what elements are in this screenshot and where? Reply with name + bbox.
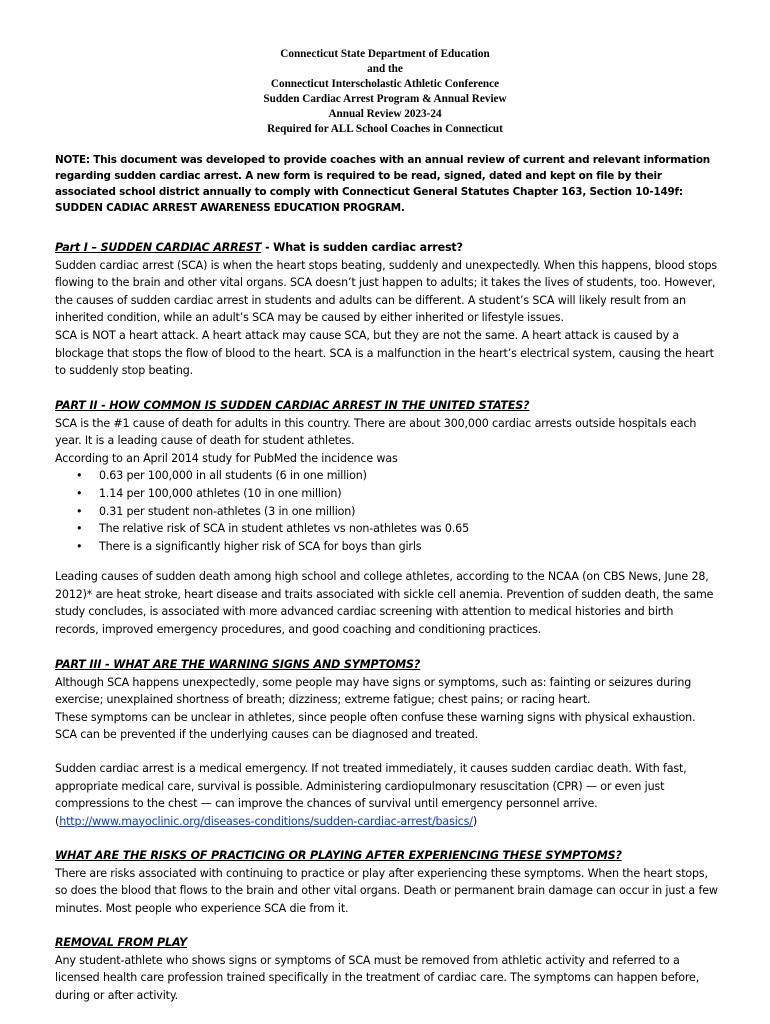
header-line-3: Connecticut Interscholastic Athletic Conference <box>270 78 500 91</box>
part1-heading-suffix: - What is sudden cardiac arrest? <box>261 241 463 254</box>
part3-section <box>55 656 720 744</box>
mayoclinic-link[interactable]: http://www.mayoclinic.org/diseases-conditions/sudden-cardiac-arrest/basics/ <box>59 814 473 828</box>
list-item: • 0.63 per 100,000 in all students (6 in one million) <box>99 467 720 485</box>
part3-heading: PART III - WHAT ARE THE WARNING SIGNS AND SYMPTOMS? <box>55 658 421 671</box>
part3-paragraph-1: Although SCA happens unexpectedly, some people may have signs or symptoms, such as: fainting or seizures during exercise; unexplained shortness of breath; dizziness; extreme fatigue; chest pains; or racing heart. <box>55 675 692 707</box>
incidence-list <box>55 467 720 555</box>
part1-heading-line <box>55 239 720 257</box>
risks-heading: WHAT ARE THE RISKS OF PRACTICING OR PLAYING AFTER EXPERIENCING THESE SYMPTOMS? <box>55 849 622 862</box>
list-item: • 0.31 per student non-athletes (3 in one million) <box>99 503 720 521</box>
source-link-line <box>55 813 720 831</box>
part3-paragraph-2: These symptoms can be unclear in athletes, since people often confuse these warning signs with physical exhaustion. SCA can be prevented if the underlying causes can be diagnosed and treated. <box>55 710 696 742</box>
part1-paragraph-1: Sudden cardiac arrest (SCA) is when the heart stops beating, suddenly and unexpectedly. When this happens, blood stops flowing to the brain and other vital organs. SCA doesn’t just happen to adults; it takes the lives of students, too. However, the causes of sudden cardiac arrest in students and adults can be different. A student’s SCA will likely result from an inherited condition, while an adult’s SCA may be caused by either inherited or lifestyle issues. <box>55 258 718 325</box>
part1-heading: Part I – SUDDEN CARDIAC ARREST <box>55 241 262 254</box>
header-line-2: and the <box>367 63 403 76</box>
header-line-6: Required for ALL School Coaches in Connecticut <box>267 123 503 136</box>
removal-paragraph: Any student-athlete who shows signs or symptoms of SCA must be removed from athletic activity and referred to a licensed health care profession trained specifically in the treatment of cardiac care. The symptoms can happen before, during or after activity. <box>55 953 700 1002</box>
risks-paragraph: There are risks associated with continuing to practice or play after experiencing these symptoms. When the heart stops, so does the blood that flows to the brain and other vital organs. Death or permanent brain damage can occur in just a few minutes. Most people who experience SCA die from it. <box>55 866 718 915</box>
document-header <box>0 47 770 138</box>
header-line-5: Annual Review 2023-24 <box>328 108 442 121</box>
emergency-paragraph: Sudden cardiac arrest is a medical emergency. If not treated immediately, it causes sudden cardiac death. With fast, appropriate medical care, survival is possible. Administering cardiopulmonary resuscitation (CPR) — or even just compressions to the chest — can improve the chances of survival until emergency personnel arrive. <box>55 762 687 811</box>
leading-causes-paragraph: Leading causes of sudden death among high school and college athletes, according to the NCAA (on CBS News, June 28, 2012)* are heat stroke, heart disease and traits associated with sickle cell anemia. Prevention of sudden death, the same study concludes, is associated with more advanced cardiac screening with attention to medical histories and birth records, improved emergency procedures, and good coaching and conditioning practices. <box>55 570 714 636</box>
removal-section <box>55 934 720 1004</box>
part2-paragraph-2: According to an April 2014 study for PubMed the incidence was <box>55 451 398 465</box>
link-close-paren: ) <box>472 814 477 828</box>
list-item: • There is a significantly higher risk of SCA for boys than girls <box>99 538 720 556</box>
note-paragraph: NOTE: This document was developed to provide coaches with an annual review of current and relevant information regarding sudden cardiac arrest. A new form is required to be read, signed, dated and kept on file by their associated school district annually to comply with Connecticut General Statutes Chapter 163, Section 10-149f: SUDDEN CADIAC ARREST AWARENESS EDUCATION PROGRAM. <box>55 154 710 214</box>
risks-section <box>55 847 720 917</box>
part2-heading: PART II - HOW COMMON IS SUDDEN CARDIAC ARREST IN THE UNITED STATES? <box>55 399 530 412</box>
removal-heading: REMOVAL FROM PLAY <box>55 936 187 949</box>
part2-section <box>55 397 720 555</box>
part1-section <box>55 239 720 380</box>
emergency-section <box>55 760 720 830</box>
part1-paragraph-2: SCA is NOT a heart attack. A heart attack may cause SCA, but they are not the same. A heart attack is caused by a blockage that stops the flow of blood to the heart. SCA is a malfunction in the heart’s electrical system, causing the heart to suddenly stop beating. <box>55 328 714 378</box>
list-item: • 1.14 per 100,000 athletes (10 in one million) <box>99 485 720 503</box>
header-line-1: Connecticut State Department of Education <box>280 48 490 60</box>
part2-paragraph-1: SCA is the #1 cause of death for adults in this country. There are about 300,000 cardiac arrests outside hospitals each year. It is a leading cause of death for student athletes. <box>55 416 697 448</box>
link-open-paren: ( <box>55 814 60 828</box>
list-item: • The relative risk of SCA in student athletes vs non-athletes was 0.65 <box>99 520 720 538</box>
header-line-4: Sudden Cardiac Arrest Program & Annual Review <box>263 93 507 106</box>
